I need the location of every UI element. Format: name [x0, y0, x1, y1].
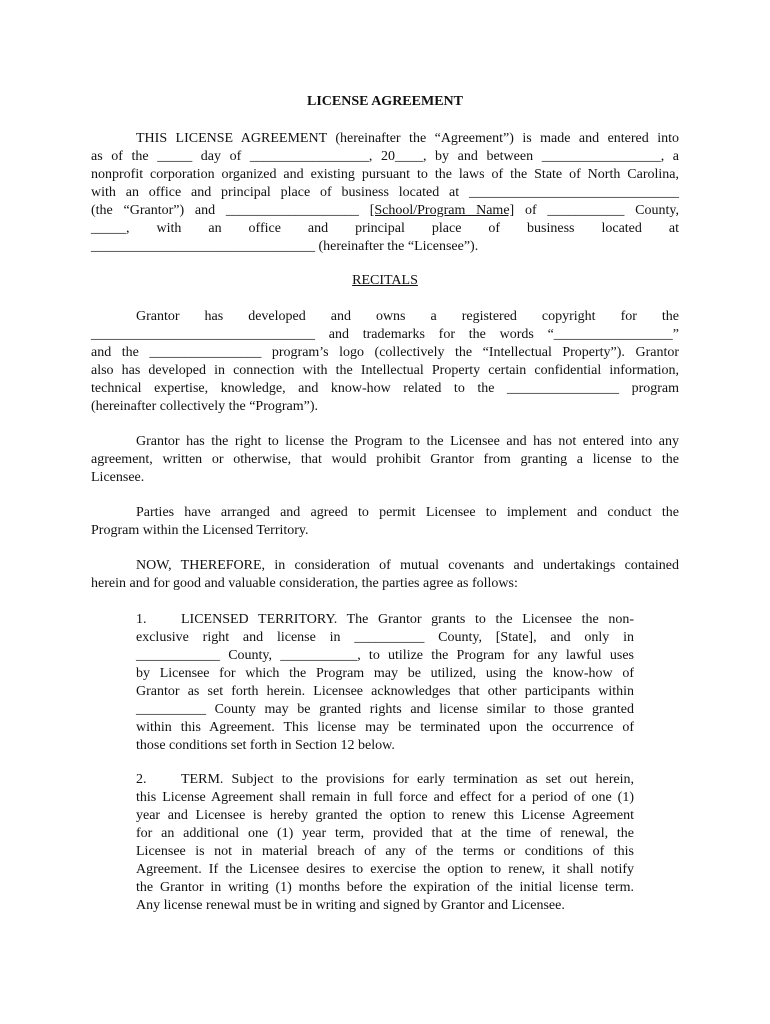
- recital-paragraph: [91, 504, 679, 540]
- intro-paragraph: [91, 130, 679, 256]
- paragraph-line: Grantor has developed and owns a registered copyright for the: [136, 309, 679, 324]
- paragraph-line: by Licensee for which the Program may be utilized, using the know-how of: [136, 666, 634, 681]
- paragraph-line: Licensee is not in material breach of any of the terms or conditions of this: [136, 844, 634, 859]
- paragraph-line: [136, 611, 634, 629]
- paragraph-line: __________ County may be granted rights and license similar to those granted: [136, 702, 634, 717]
- paragraph-line: herein and for good and valuable consideration, the parties agree as follows:: [91, 576, 518, 591]
- paragraph-line: and the ________________ program’s logo (collectively the “Intellectual Property”). Grantor: [91, 345, 679, 360]
- paragraph-line: _____, with an office and principal place of business located at: [91, 221, 679, 236]
- paragraph-line: nonprofit corporation organized and existing pursuant to the laws of the State of North Carolina,: [91, 167, 679, 182]
- section-term: [136, 771, 634, 915]
- text-segment: (the “Grantor”) and ___________________: [91, 203, 370, 218]
- paragraph-line: Grantor as set forth herein. Licensee acknowledges that other participants within: [136, 684, 634, 699]
- paragraph-line: the Grantor in writing (1) months before the expiration of the initial license term.: [136, 880, 634, 895]
- paragraph-line: THIS LICENSE AGREEMENT (hereinafter the “Agreement”) is made and entered into: [136, 131, 679, 146]
- paragraph-line: [136, 771, 634, 789]
- paragraph-line: agreement, written or otherwise, that would prohibit Grantor from granting a license to the: [91, 452, 679, 467]
- paragraph-line: exclusive right and license in __________ County, [State], and only in: [136, 630, 634, 645]
- paragraph-line: ________________________________ and trademarks for the words “_________________”: [91, 327, 679, 342]
- paragraph-line: Program within the Licensed Territory.: [91, 523, 309, 538]
- document-title: LICENSE AGREEMENT: [307, 94, 463, 109]
- paragraph-line: also has developed in connection with the Intellectual Property certain confidential information,: [91, 363, 679, 378]
- paragraph-line: within this Agreement. This license may be terminated upon the occurrence of: [136, 720, 634, 735]
- paragraph-line: Agreement. If the Licensee desires to exercise the option to renew, it shall notify: [136, 862, 634, 877]
- text-segment: LICENSED TERRITORY. The Grantor grants to the Licensee the non-: [181, 612, 634, 627]
- paragraph-line: this License Agreement shall remain in full force and effect for a period of one (1): [136, 790, 634, 805]
- paragraph-line: Licensee.: [91, 470, 145, 485]
- paragraph-line: for an additional one (1) year term, provided that at the time of renewal, the: [136, 826, 634, 841]
- paragraph-line: Parties have arranged and agreed to permit Licensee to implement and conduct the: [136, 505, 679, 520]
- paragraph-line: as of the _____ day of _________________, 20____, by and between _________________, a: [91, 149, 679, 164]
- recital-paragraph: [91, 557, 679, 593]
- paragraph-line: (hereinafter collectively the “Program”).: [91, 399, 318, 414]
- recitals-heading: RECITALS: [352, 273, 418, 288]
- paragraph-line: ________________________________ (hereinafter the “Licensee”).: [91, 239, 479, 254]
- paragraph-line: technical expertise, knowledge, and know-how related to the ________________ program: [91, 381, 679, 396]
- paragraph-line: those conditions set forth in Section 12 below.: [136, 738, 395, 753]
- text-segment: of ___________ County,: [514, 203, 679, 218]
- paragraph-line: with an office and principal place of business located at ______________________________: [91, 185, 679, 200]
- recital-paragraph: [91, 308, 679, 416]
- section-licensed-territory: [136, 611, 634, 755]
- section-number: 1.: [136, 612, 147, 627]
- paragraph-line: [91, 202, 679, 220]
- paragraph-line: NOW, THEREFORE, in consideration of mutual covenants and undertakings contained: [136, 558, 679, 573]
- section-number: 2.: [136, 772, 147, 787]
- paragraph-line: Any license renewal must be in writing and signed by Grantor and Licensee.: [136, 898, 565, 913]
- school-program-name: [School/Program Name]: [369, 203, 515, 218]
- text-segment: TERM. Subject to the provisions for early termination as set out herein,: [181, 772, 634, 787]
- paragraph-line: Grantor has the right to license the Program to the Licensee and has not entered into any: [136, 434, 679, 449]
- recital-paragraph: [91, 433, 679, 487]
- paragraph-line: year and Licensee is hereby granted the option to renew this License Agreement: [136, 808, 634, 823]
- paragraph-line: ____________ County, ___________, to utilize the Program for any lawful uses: [136, 648, 634, 663]
